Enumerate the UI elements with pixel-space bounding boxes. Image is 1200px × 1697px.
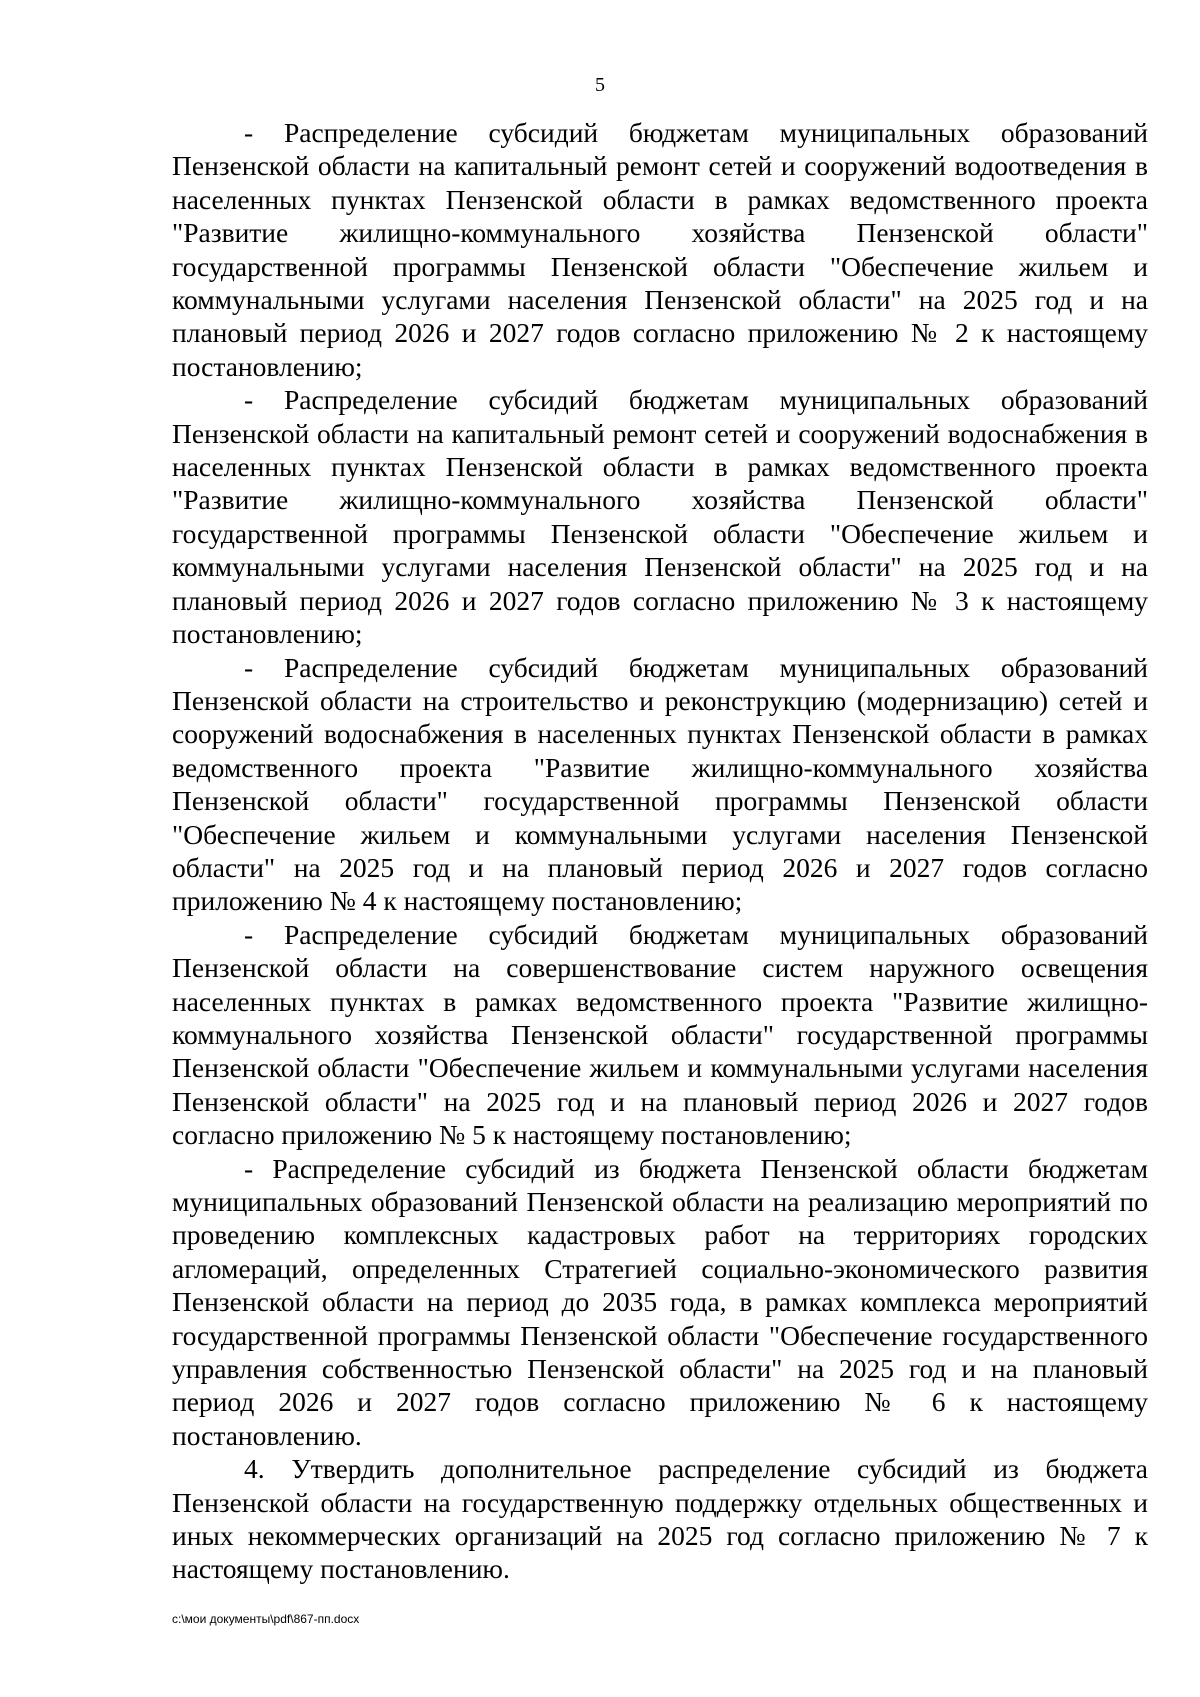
page-number: 5 [595, 74, 605, 96]
paragraph-item-4: 4. Утвердить дополнительное распределение субсидий из бюджета Пензенской области на государственную поддержку отдельных общественных и иных некоммерческих организаций на 2025 год согласно приложению № 7 к настоящему постановлению. [172, 1453, 1148, 1585]
paragraph-appendix-5: - Распределение субсидий бюджетам муниципальных образований Пензенской области на совершенствование систем наружного освещения населенных пунктах в рамках ведомственного проекта "Развитие жилищно-коммунального хозяйства Пензенской области" государственной программы Пензенской области "Обеспечение жильем и коммунальными услугами населения Пензенской области" на 2025 год и на плановый период 2026 и 2027 годов согласно приложению № 5 к настоящему постановлению; [172, 918, 1148, 1151]
paragraph-appendix-3: - Распределение субсидий бюджетам муниципальных образований Пензенской области на капитальный ремонт сетей и сооружений водоснабжения в населенных пунктах Пензенской области в рамках ведомственного проекта "Развитие жилищно-коммунального хозяйства Пензенской области" государственной программы Пензенской области "Обеспечение жильем и коммунальными услугами населения Пензенской области" на 2025 год и на плановый период 2026 и 2027 годов согласно приложению № 3 к настоящему постановлению; [172, 384, 1148, 650]
paragraph-appendix-2: - Распределение субсидий бюджетам муниципальных образований Пензенской области на капитальный ремонт сетей и сооружений водоотведения в населенных пунктах Пензенской области в рамках ведомственного проекта "Развитие жилищно-коммунального хозяйства Пензенской области" государственной программы Пензенской области "Обеспечение жильем и коммунальными услугами населения Пензенской области" на 2025 год и на плановый период 2026 и 2027 годов согласно приложению № 2 к настоящему постановлению; [172, 117, 1148, 382]
paragraph-appendix-6: - Распределение субсидий из бюджета Пензенской области бюджетам муниципальных образований Пензенской области на реализацию мероприятий по проведению комплексных кадастровых работ на территориях городских агломераций, определенных Стратегией социально-экономического развития Пензенской области на период до 2035 года, в рамках комплекса мероприятий государственной программы Пензенской области "Обеспечение государственного управления собственностью Пензенской области" на 2025 год и на плановый период 2026 и 2027 годов согласно приложению № 6 к настоящему постановлению. [172, 1152, 1148, 1451]
paragraph-appendix-4: - Распределение субсидий бюджетам муниципальных образований Пензенской области на строительство и реконструкцию (модернизацию) сетей и сооружений водоснабжения в населенных пунктах Пензенской области в рамках ведомственного проекта "Развитие жилищно-коммунального хозяйства Пензенской области" государственной программы Пензенской области "Обеспечение жильем и коммунальными услугами населения Пензенской области" на 2025 год и на плановый период 2026 и 2027 годов согласно приложению № 4 к настоящему постановлению; [172, 651, 1148, 917]
footer-file-path: c:\мои документы\pdf\867-пп.docx [172, 1612, 360, 1626]
document-body [172, 116, 1148, 1586]
